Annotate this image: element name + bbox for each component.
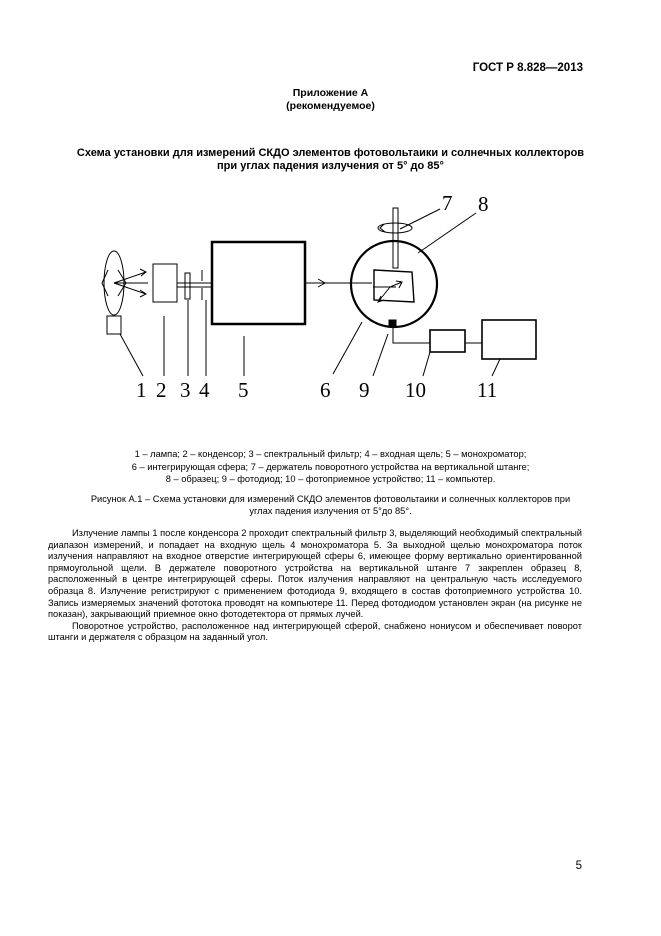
reflected-rays [373,281,402,302]
figure-label-2: 2 [156,378,167,402]
body-text [48,528,582,644]
figure-label-5: 5 [238,378,249,402]
figure-caption [40,493,621,517]
figure-label-7: 7 [442,191,453,215]
lamp-base [107,316,121,334]
figure-label-10: 10 [405,378,426,402]
figure-label-1: 1 [136,378,147,402]
figure-title-line2: при углах падения излучения от 5° до 85° [217,160,444,172]
figure-label-9: 9 [359,378,370,402]
legend-line2: 6 – интегрирующая сфера; 7 – держатель поворотного устройства на вертикальной штанге; [131,461,530,472]
figure-label-11: 11 [477,378,498,402]
figure-label-8: 8 [478,192,489,216]
lamp-rays [102,269,148,297]
legend-line1: 1 – лампа; 2 – конденсор; 3 – спектральный фильтр; 4 – входная щель; 5 – монохроматор; [134,449,527,459]
beam-lamp [177,283,212,287]
figure-title [0,147,661,173]
figure-label-4: 4 [199,378,210,402]
paragraph-1: Излучение лампы 1 после конденсора 2 проходит спектральный фильтр 3, выделяющий необходимый спектральный диапазон измерений, и попадает на входную щель 4 монохроматора 5. За выходной щелью монохроматора поток излучения направляют на входное отверстие интегрирующей сферы 6, имеющее форму вертикально ориентированной прямоугольной щели. В держателе поворотного устройства на вертикальной штанге 7 закреплен образец 8, расположенный в центре интегрирующей сферы. Поток излучения направляют на центральную часть исследуемого образца 8. Излучение регистрируют с применением фотодиода 9, входящего в состав фотоприемного устройства 10. Запись измеряемых значений фототока проводят на компьютере 11. Перед фотодиодом установлен экран (на рисунке не показан), закрывающий приемное окно фотодетектора от прямых лучей. [48,528,582,620]
figure-label-3: 3 [180,378,191,402]
paragraph-2: Поворотное устройство, расположенное над интегрирующей сферой, снабжено нониусом и обеспечивает поворот штанги и держателя с образцом на заданный угол. [48,620,582,643]
appendix-title: Приложение А [292,87,369,99]
monochromator [212,242,305,324]
integrating-sphere [351,241,437,327]
photodiode [389,320,396,326]
page-number: 5 [575,860,582,872]
appendix-heading [0,87,661,113]
caption-line2: углах падения излучения от 5°до 85°. [249,506,412,516]
condenser [153,264,177,302]
photoreceiver [430,330,465,352]
figure-label-6: 6 [320,378,331,402]
holder-rod [393,208,398,268]
spectral-filter [185,273,190,299]
computer [482,320,536,359]
setup-diagram [0,180,661,405]
legend-line3: 8 – образец; 9 – фотодиод; 10 – фотоприемное устройство; 11 – компьютер. [165,474,496,484]
figure-title-line1: Схема установки для измерений СКДО элементов фотовольтаики и солнечных коллекторов [76,147,585,159]
document-code: ГОСТ Р 8.828—2013 [472,62,583,74]
appendix-status: (рекомендуемое) [286,100,375,112]
figure-legend [0,448,661,486]
caption-line1: Рисунок А.1 – Схема установки для измерений СКДО элементов фотовольтаики и солнечных коллекторов при [90,494,571,504]
